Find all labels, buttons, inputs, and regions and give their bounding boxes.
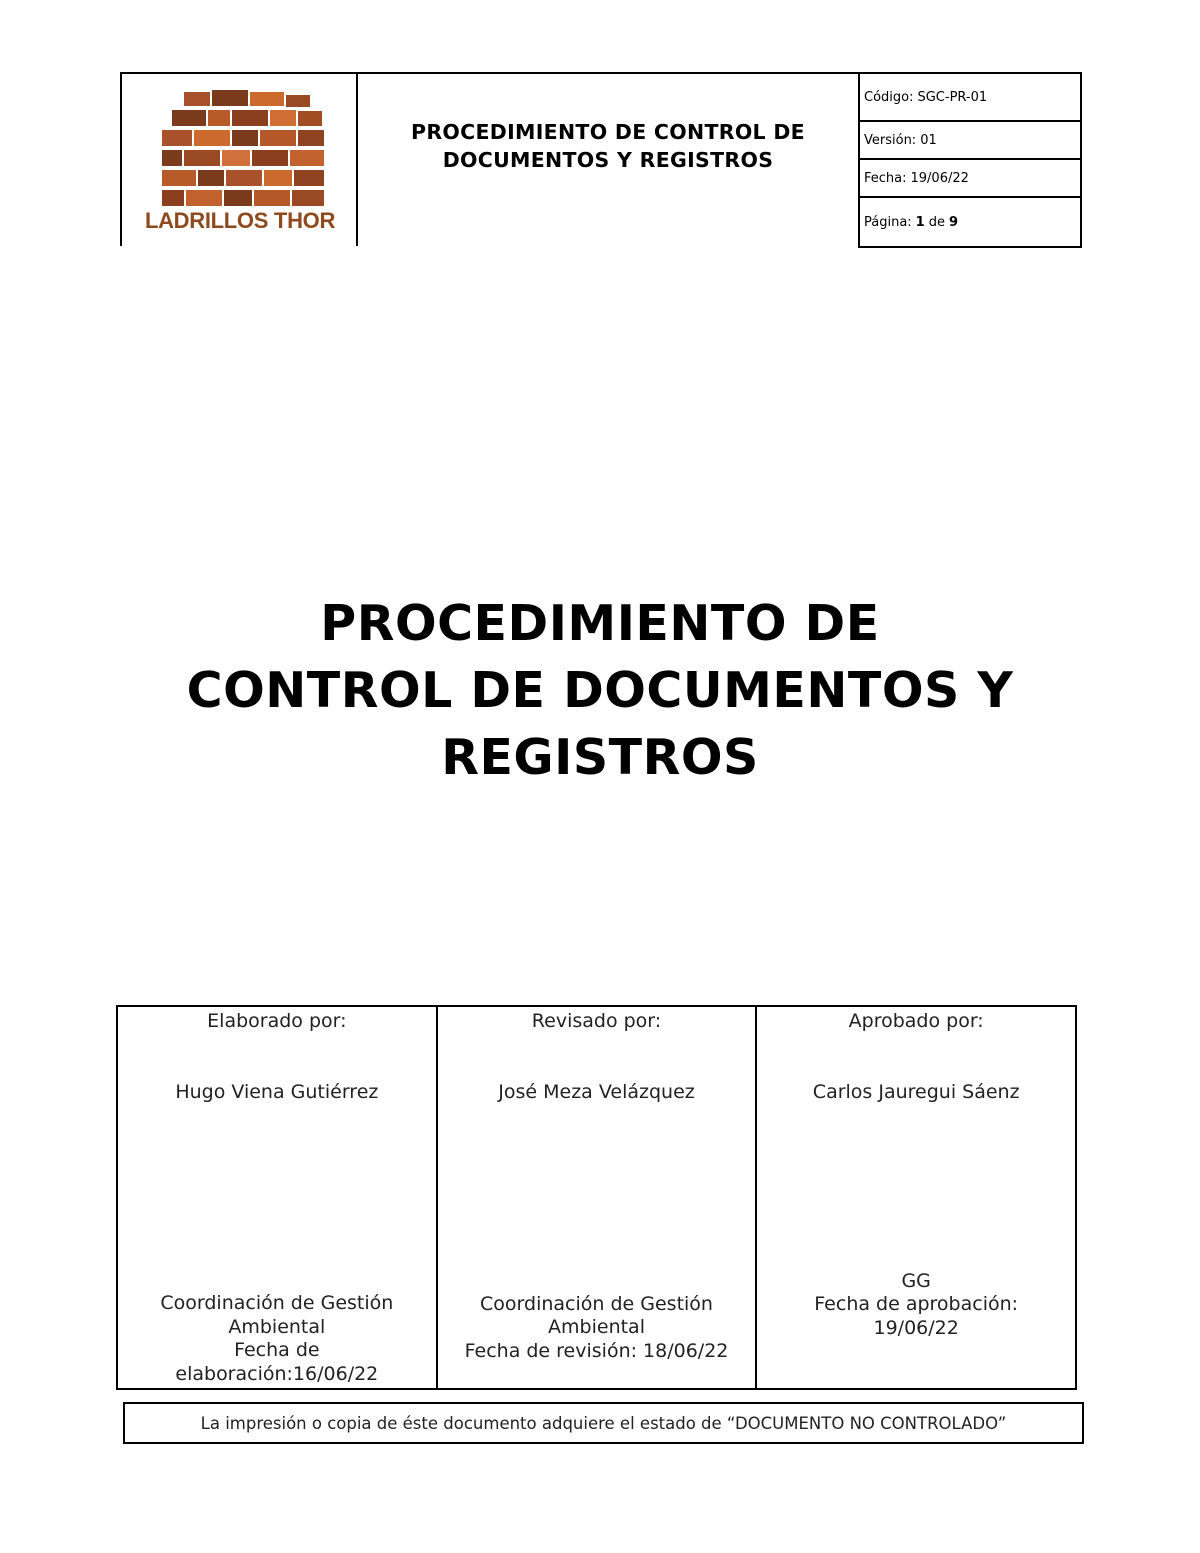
elaborado-heading: Elaborado por: bbox=[207, 1010, 347, 1032]
aprobado-footer-line: 19/06/22 bbox=[873, 1316, 959, 1339]
aprobado-footer bbox=[775, 1270, 1057, 1341]
meta-codigo bbox=[860, 74, 1080, 122]
uncontrolled-copy-notice: La impresión o copia de éste documento adquiere el estado de “DOCUMENTO NO CONTROLADO” bbox=[123, 1402, 1084, 1444]
signature-aprobado bbox=[757, 1007, 1075, 1388]
signature-revisado bbox=[438, 1007, 758, 1388]
header-title-line1: PROCEDIMIENTO DE CONTROL DE bbox=[411, 120, 805, 144]
revisado-footer-line: Fecha de revisión: 18/06/22 bbox=[464, 1339, 729, 1362]
codigo-label: Código: bbox=[864, 89, 914, 105]
elaborado-footer-line: Coordinación de Gestión bbox=[160, 1292, 394, 1314]
header-title-cell bbox=[358, 74, 858, 246]
elaborado-footer-line: elaboración:16/06/22 bbox=[175, 1362, 379, 1385]
main-title-line2: CONTROL DE DOCUMENTOS Y bbox=[186, 662, 1014, 719]
revisado-footer-line: Coordinación de Gestión bbox=[480, 1292, 713, 1315]
signature-elaborado bbox=[118, 1007, 438, 1388]
document-meta-cell bbox=[858, 74, 1082, 248]
fecha-value: 19/06/22 bbox=[910, 170, 969, 186]
elaborado-footer-line: Fecha de bbox=[234, 1339, 320, 1361]
pagina-de: de bbox=[928, 214, 945, 230]
aprobado-heading: Aprobado por: bbox=[848, 1010, 984, 1032]
pagina-total: 9 bbox=[948, 214, 959, 230]
revisado-footer bbox=[456, 1293, 738, 1364]
meta-fecha bbox=[860, 160, 1080, 198]
document-header bbox=[120, 72, 1082, 246]
elaborado-name: Hugo Viena Gutiérrez bbox=[175, 1081, 379, 1103]
pagina-num: 1 bbox=[915, 214, 925, 230]
document-main-title bbox=[100, 590, 1100, 791]
version-value: 01 bbox=[920, 132, 937, 148]
brick-wall-logo-icon bbox=[158, 90, 330, 208]
header-title bbox=[411, 118, 805, 174]
revisado-name: José Meza Velázquez bbox=[498, 1081, 695, 1103]
signature-table bbox=[116, 1005, 1077, 1390]
aprobado-footer-line: GG bbox=[901, 1269, 931, 1292]
version-label: Versión: bbox=[864, 132, 917, 148]
meta-version bbox=[860, 122, 1080, 160]
aprobado-footer-line: Fecha de aprobación: bbox=[814, 1293, 1019, 1315]
pagina-label: Página: bbox=[864, 214, 912, 230]
elaborado-footer bbox=[136, 1292, 418, 1386]
main-title-line1: PROCEDIMIENTO DE bbox=[320, 595, 880, 652]
revisado-heading: Revisado por: bbox=[531, 1010, 662, 1032]
fecha-label: Fecha: bbox=[864, 170, 907, 186]
aprobado-name: Carlos Jauregui Sáenz bbox=[812, 1081, 1020, 1103]
logo-cell bbox=[120, 74, 358, 246]
header-title-line2: DOCUMENTOS Y REGISTROS bbox=[442, 148, 774, 172]
revisado-footer-line: Ambiental bbox=[548, 1316, 645, 1338]
main-title-line3: REGISTROS bbox=[441, 729, 759, 786]
codigo-value: SGC-PR-01 bbox=[917, 89, 988, 105]
company-logo-text: LADRILLOS THOR bbox=[144, 208, 336, 233]
elaborado-footer-line: Ambiental bbox=[228, 1315, 326, 1338]
meta-pagina bbox=[860, 198, 1080, 246]
